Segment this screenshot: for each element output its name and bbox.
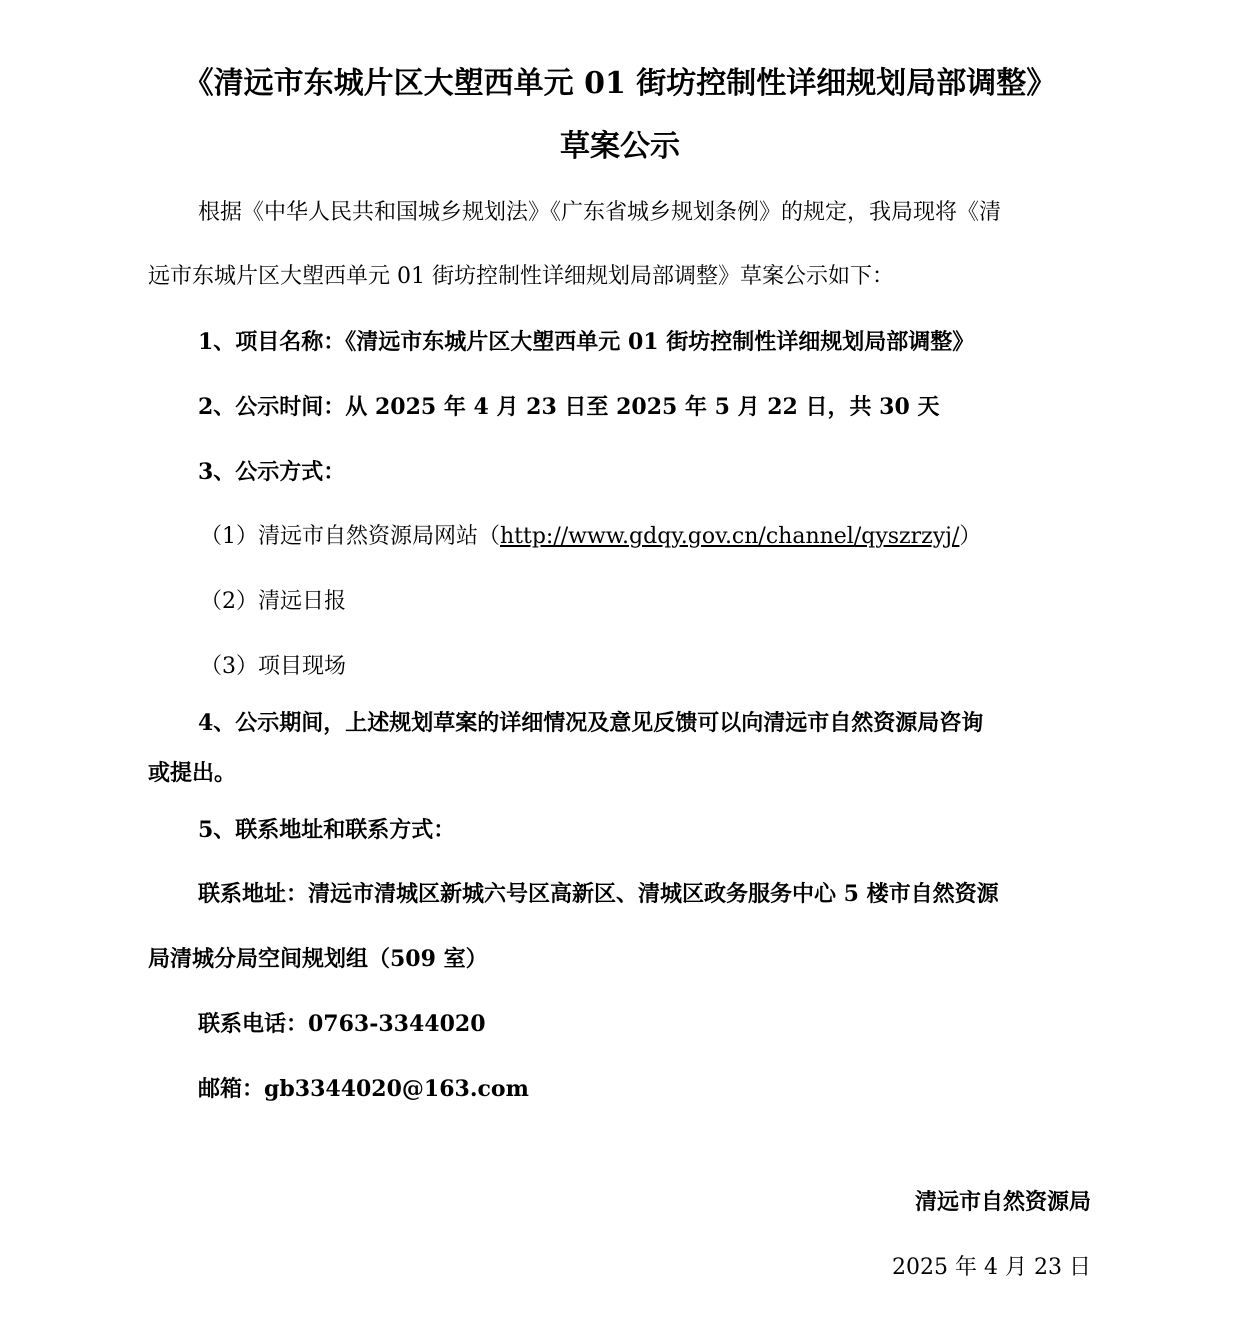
method-website-suffix: ）: [959, 524, 982, 549]
method-site: （3）项目现场: [200, 654, 346, 679]
item-publicity-methods: 3、公示方式：: [198, 459, 346, 485]
contact-address-line2: 局清城分局空间规划组（509 室）: [148, 946, 488, 972]
intro-line2: 远市东城片区大塱西单元 01 街坊控制性详细规划局部调整》草案公示如下：: [148, 264, 894, 289]
item-publicity-period: 2、公示时间：从 2025 年 4 月 23 日至 2025 年 5 月 22 日，共 30 天: [198, 394, 940, 420]
doc-title-line1: 《清远市东城片区大塱西单元 01 街坊控制性详细规划局部调整》: [183, 66, 1057, 101]
item-feedback-line1: 4、公示期间，上述规划草案的详细情况及意见反馈可以向清远市自然资源局咨询: [198, 710, 984, 736]
item-feedback-line2: 或提出。: [148, 760, 237, 786]
method-website-prefix: （1）清远市自然资源局网站（: [200, 524, 500, 549]
website-link[interactable]: http://www.gdqy.gov.cn/channel/qyszrzyj/: [500, 524, 960, 549]
doc-title-line2: 草案公示: [560, 129, 680, 164]
item-contact-heading: 5、联系地址和联系方式：: [198, 817, 456, 843]
contact-phone: 联系电话：0763-3344020: [198, 1011, 486, 1037]
signature-date: 2025 年 4 月 23 日: [892, 1255, 1091, 1280]
method-newspaper: （2）清远日报: [200, 589, 346, 614]
contact-address-line1: 联系地址：清远市清城区新城六号区高新区、清城区政务服务中心 5 楼市自然资源: [198, 881, 999, 907]
contact-email: 邮箱：gb3344020@163.com: [198, 1076, 529, 1102]
item-project-name: 1、项目名称：《清远市东城片区大塱西单元 01 街坊控制性详细规划局部调整》: [198, 329, 975, 355]
method-website: [200, 522, 981, 552]
signature-org: 清远市自然资源局: [914, 1189, 1091, 1215]
intro-line1: 根据《中华人民共和国城乡规划法》《广东省城乡规划条例》的规定，我局现将《清: [198, 200, 1002, 225]
